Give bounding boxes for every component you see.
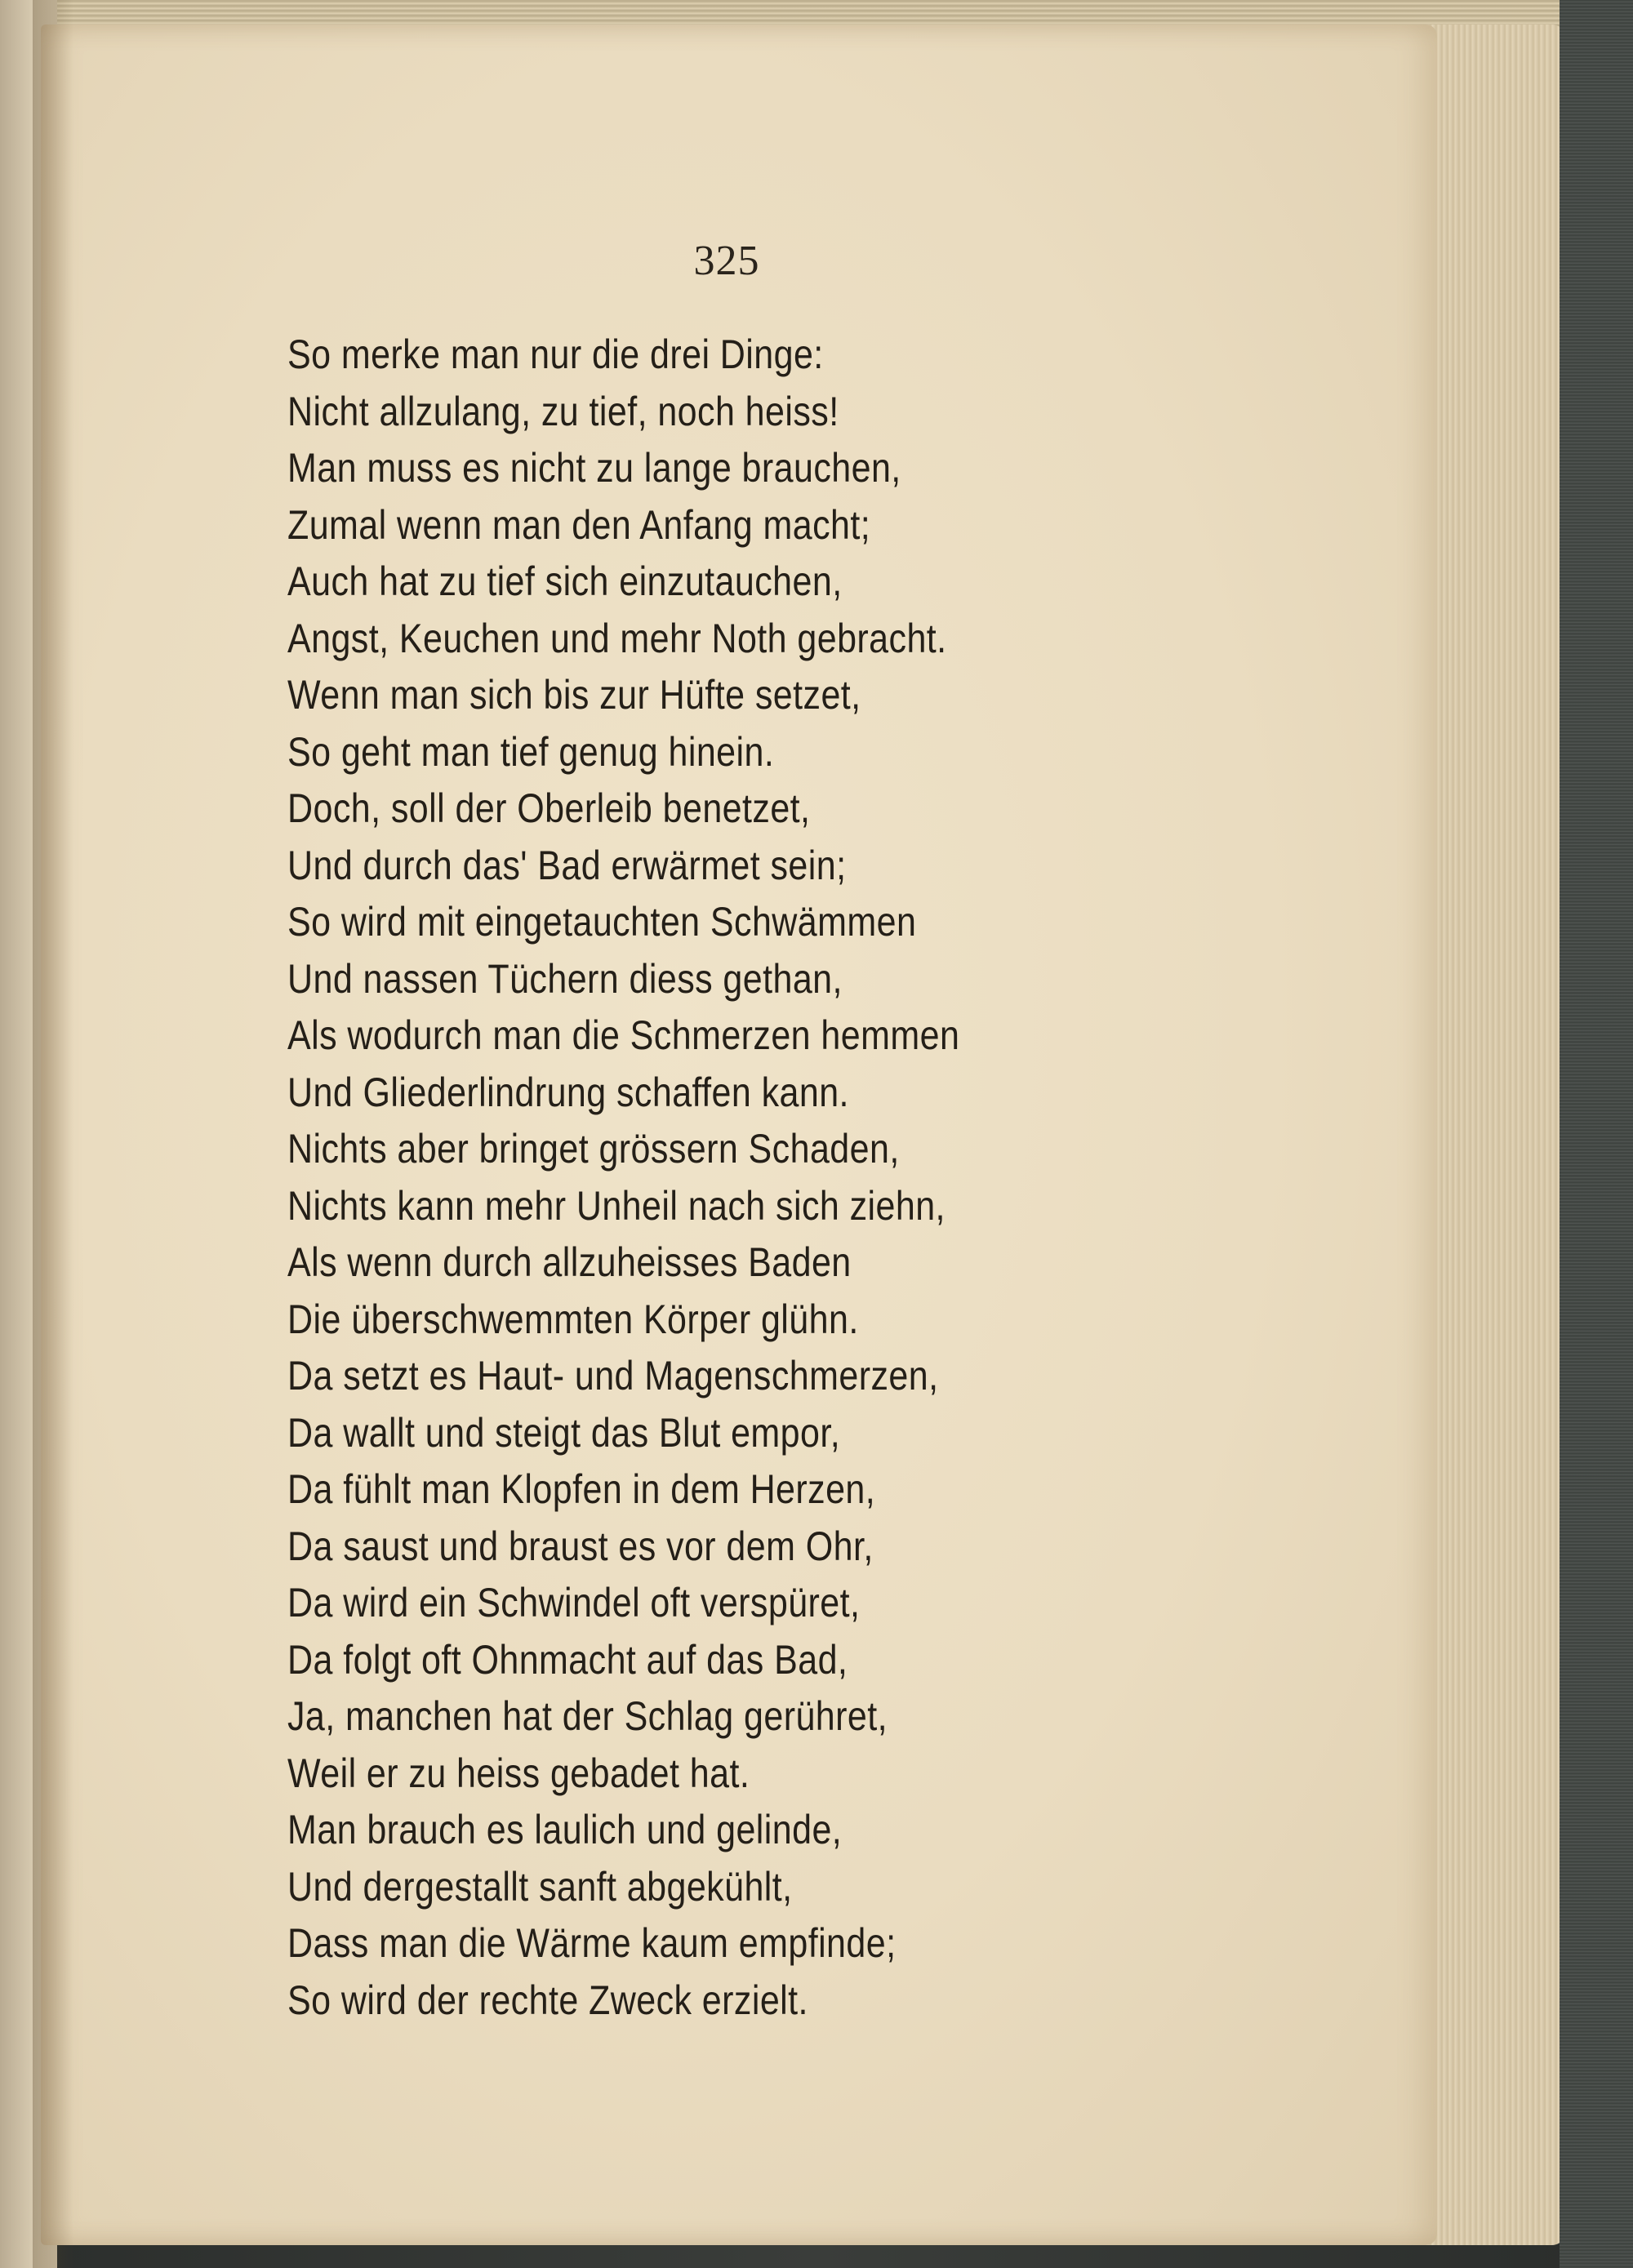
poem-line: Und nassen Tüchern diess gethan, [287, 955, 843, 1002]
page-fore-edge [1421, 24, 1568, 2245]
poem-line: So wird mit eingetauchten Schwämmen [287, 899, 917, 945]
poem-line: Da saust und braust es vor dem Ohr, [287, 1523, 874, 1569]
poem-line: Nichts kann mehr Unheil nach sich ziehn, [287, 1182, 946, 1229]
book-cover-board [1560, 0, 1633, 2268]
poem-line: Ja, manchen hat der Schlag gerühret, [287, 1693, 888, 1739]
poem-line: Wenn man sich bis zur Hüfte setzet, [287, 672, 861, 718]
poem-line: Und durch das' Bad erwärmet sein; [287, 842, 847, 888]
poem-line: Da setzt es Haut- und Magenschmerzen, [287, 1353, 939, 1399]
page-number: 325 [693, 238, 760, 284]
poem-line: Als wenn durch allzuheisses Baden [287, 1239, 852, 1285]
poem-line: Man muss es nicht zu lange brauchen, [287, 445, 901, 491]
poem-line: Man brauch es laulich und gelinde, [287, 1807, 843, 1852]
poem-line: Die überschwemmten Körper glühn. [287, 1296, 859, 1342]
poem-line: Als wodurch man die Schmerzen hemmen [287, 1012, 960, 1058]
poem-line: Und dergestallt sanft abgekühlt, [287, 1863, 793, 1910]
poem-line: Nichts aber bringet grössern Schaden, [287, 1126, 900, 1172]
poem-line: So geht man tief genug hinein. [287, 728, 775, 775]
poem-line: Da fühlt man Klopfen in dem Herzen, [287, 1466, 876, 1512]
poem-line: Auch hat zu tief sich einzutauchen, [287, 558, 843, 604]
poem-line: Angst, Keuchen und mehr Noth gebracht. [287, 615, 947, 661]
book-top-edge [49, 0, 1584, 28]
poem-line: Dass man die Wärme kaum empfinde; [287, 1920, 897, 1966]
poem-text [287, 327, 959, 2029]
poem-line: So merke man nur die drei Dinge: [287, 331, 824, 377]
poem-line: Zumal wenn man den Anfang macht; [287, 501, 871, 548]
poem-line: Da wird ein Schwindel oft verspüret, [287, 1580, 861, 1625]
poem-line: Nicht allzulang, zu tief, noch heiss! [287, 388, 839, 434]
poem-line: Und Gliederlindrung schaffen kann. [287, 1069, 849, 1115]
poem-line: Da wallt und steigt das Blut empor, [287, 1409, 841, 1456]
poem-line: Weil er zu heiss gebadet hat. [287, 1750, 750, 1796]
poem-line: Doch, soll der Oberleib benetzet, [287, 785, 811, 831]
poem-line: Da folgt oft Ohnmacht auf das Bad, [287, 1636, 848, 1683]
poem-line: So wird der rechte Zweck erzielt. [287, 1977, 808, 2023]
